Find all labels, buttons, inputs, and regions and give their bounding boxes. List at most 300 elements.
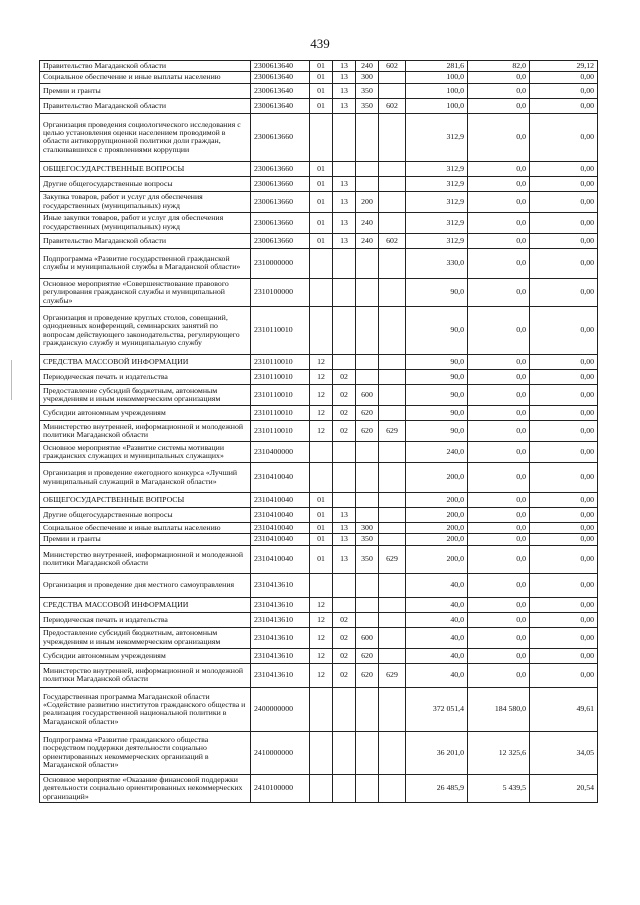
row-code: 2310413610 [251, 627, 310, 648]
row-plan: 312,9 [406, 161, 468, 176]
row-code: 2300613660 [251, 161, 310, 176]
row-section: 12 [310, 406, 333, 421]
row-executed: 0,0 [468, 534, 530, 545]
row-department [379, 278, 406, 306]
row-section: 01 [310, 72, 333, 83]
margin-mark [11, 360, 12, 400]
row-expense-type: 350 [356, 545, 379, 573]
row-percent: 0,00 [530, 212, 598, 233]
row-executed: 0,0 [468, 648, 530, 663]
row-name: Субсидии автономным учреждениям [40, 648, 251, 663]
row-plan: 312,9 [406, 233, 468, 248]
row-section: 01 [310, 534, 333, 545]
row-section [310, 774, 333, 802]
row-section: 12 [310, 370, 333, 385]
row-name: Социальное обеспечение и иные выплаты населению [40, 523, 251, 534]
row-name: Основное мероприятие «Оказание финансовой поддержки деятельности социально ориентированных некоммерческих организаций» [40, 774, 251, 802]
row-department [379, 212, 406, 233]
row-executed: 0,0 [468, 597, 530, 612]
row-department: 629 [379, 545, 406, 573]
row-code: 2310410040 [251, 508, 310, 523]
row-percent: 0,00 [530, 463, 598, 493]
table-row [40, 212, 598, 233]
table-row [40, 248, 598, 278]
row-section: 01 [310, 545, 333, 573]
row-code: 2310110010 [251, 406, 310, 421]
row-section: 12 [310, 627, 333, 648]
row-code: 2310410040 [251, 523, 310, 534]
row-executed: 0,0 [468, 406, 530, 421]
table-row [40, 573, 598, 597]
row-code: 2300613660 [251, 212, 310, 233]
row-subsection [333, 248, 356, 278]
row-subsection [333, 731, 356, 774]
row-executed: 0,0 [468, 370, 530, 385]
row-section: 12 [310, 648, 333, 663]
row-name: Основное мероприятие «Развитие системы мотивации гражданских служащих и муниципальных служащих» [40, 442, 251, 463]
row-code: 2310110010 [251, 307, 310, 355]
row-code: 2300613640 [251, 61, 310, 72]
row-plan: 200,0 [406, 508, 468, 523]
row-expense-type: 200 [356, 191, 379, 212]
page-number: 439 [310, 36, 330, 51]
row-code: 2410100000 [251, 774, 310, 802]
row-expense-type: 240 [356, 61, 379, 72]
row-expense-type: 240 [356, 212, 379, 233]
row-percent: 0,00 [530, 370, 598, 385]
budget-table [39, 60, 598, 803]
row-code: 2300613640 [251, 83, 310, 98]
row-plan: 200,0 [406, 545, 468, 573]
row-expense-type [356, 731, 379, 774]
table-row [40, 307, 598, 355]
row-name: Организация и проведение круглых столов, совещаний, однодневных конференций, семинарских занятий по вопросам действующего законодательства, регулирующего гражданскую службу и муниципальную службу [40, 307, 251, 355]
row-department [379, 534, 406, 545]
row-department [379, 72, 406, 83]
row-section: 12 [310, 597, 333, 612]
row-executed: 0,0 [468, 307, 530, 355]
row-plan: 90,0 [406, 355, 468, 370]
row-expense-type: 600 [356, 385, 379, 406]
table-row [40, 98, 598, 113]
row-department [379, 161, 406, 176]
row-name: Организация и проведение ежегодного конкурса «Лучший муниципальный служащий в Магаданской области» [40, 463, 251, 493]
row-expense-type: 350 [356, 534, 379, 545]
table-body [40, 61, 598, 803]
row-section [310, 687, 333, 731]
row-executed: 184 580,0 [468, 687, 530, 731]
row-percent: 0,00 [530, 534, 598, 545]
table-row [40, 545, 598, 573]
row-code: 2310410040 [251, 463, 310, 493]
row-expense-type: 620 [356, 421, 379, 442]
row-name: Иные закупки товаров, работ и услуг для обеспечения государственных (муниципальных) нужд [40, 212, 251, 233]
row-plan: 200,0 [406, 463, 468, 493]
row-plan: 372 051,4 [406, 687, 468, 731]
row-percent: 0,00 [530, 113, 598, 161]
row-name: Организация и проведение дня местного самоуправления [40, 573, 251, 597]
row-code: 2300613660 [251, 233, 310, 248]
row-plan: 100,0 [406, 98, 468, 113]
row-department [379, 597, 406, 612]
table-row [40, 161, 598, 176]
row-code: 2300613660 [251, 176, 310, 191]
row-department [379, 731, 406, 774]
row-section: 12 [310, 421, 333, 442]
row-plan: 281,6 [406, 61, 468, 72]
row-expense-type [356, 687, 379, 731]
row-percent: 0,00 [530, 597, 598, 612]
row-department [379, 385, 406, 406]
row-plan: 200,0 [406, 493, 468, 508]
row-percent: 29,12 [530, 61, 598, 72]
row-name: Государственная программа Магаданской области «Содействие развитию институтов гражданского общества и реализация государственной национальной политики в Магаданской области» [40, 687, 251, 731]
table-row [40, 731, 598, 774]
row-section: 12 [310, 663, 333, 687]
row-section [310, 573, 333, 597]
row-department [379, 191, 406, 212]
row-name: Закупка товаров, работ и услуг для обеспечения государственных (муниципальных) нужд [40, 191, 251, 212]
row-plan: 312,9 [406, 212, 468, 233]
row-plan: 40,0 [406, 648, 468, 663]
row-department [379, 307, 406, 355]
row-executed: 0,0 [468, 573, 530, 597]
row-expense-type: 300 [356, 523, 379, 534]
row-percent: 0,00 [530, 627, 598, 648]
row-executed: 0,0 [468, 463, 530, 493]
row-plan: 312,9 [406, 176, 468, 191]
table-row [40, 176, 598, 191]
row-subsection: 13 [333, 176, 356, 191]
table-row [40, 627, 598, 648]
row-subsection: 02 [333, 385, 356, 406]
row-department [379, 648, 406, 663]
row-plan: 40,0 [406, 627, 468, 648]
row-name: Подпрограмма «Развитие государственной гражданской службы и муниципальной службы в Магаданской области» [40, 248, 251, 278]
row-expense-type [356, 508, 379, 523]
row-plan: 100,0 [406, 83, 468, 98]
row-percent: 0,00 [530, 355, 598, 370]
row-name: Министерство внутренней, информационной и молодежной политики Магаданской области [40, 663, 251, 687]
row-name: Правительство Магаданской области [40, 233, 251, 248]
row-expense-type [356, 573, 379, 597]
row-section: 01 [310, 233, 333, 248]
row-department [379, 627, 406, 648]
table-row [40, 278, 598, 306]
row-expense-type [356, 774, 379, 802]
row-name: Правительство Магаданской области [40, 61, 251, 72]
row-subsection [333, 463, 356, 493]
row-code: 2310110010 [251, 355, 310, 370]
row-expense-type [356, 597, 379, 612]
row-plan: 40,0 [406, 612, 468, 627]
row-name: Основное мероприятие «Совершенствование правового регулирования гражданской службы и муниципальной службы» [40, 278, 251, 306]
row-subsection: 02 [333, 370, 356, 385]
row-section [310, 248, 333, 278]
row-percent: 0,00 [530, 523, 598, 534]
row-executed: 0,0 [468, 385, 530, 406]
row-section: 01 [310, 61, 333, 72]
row-section [310, 113, 333, 161]
row-code: 2310413610 [251, 612, 310, 627]
row-percent: 0,00 [530, 233, 598, 248]
row-name: Периодическая печать и издательства [40, 370, 251, 385]
row-executed: 0,0 [468, 523, 530, 534]
row-subsection: 13 [333, 83, 356, 98]
table-row [40, 493, 598, 508]
table-row [40, 508, 598, 523]
row-expense-type: 600 [356, 627, 379, 648]
row-code: 2310410040 [251, 493, 310, 508]
table-row [40, 233, 598, 248]
table-row [40, 370, 598, 385]
row-executed: 0,0 [468, 212, 530, 233]
row-executed: 0,0 [468, 233, 530, 248]
row-percent: 0,00 [530, 83, 598, 98]
row-expense-type [356, 161, 379, 176]
row-percent: 0,00 [530, 663, 598, 687]
row-percent: 0,00 [530, 545, 598, 573]
row-code: 2310000000 [251, 248, 310, 278]
row-executed: 12 325,6 [468, 731, 530, 774]
row-department [379, 687, 406, 731]
row-subsection: 13 [333, 508, 356, 523]
table-row [40, 191, 598, 212]
row-department [379, 612, 406, 627]
row-name: Другие общегосударственные вопросы [40, 176, 251, 191]
row-plan: 36 201,0 [406, 731, 468, 774]
row-percent: 0,00 [530, 385, 598, 406]
row-code: 2310413610 [251, 597, 310, 612]
row-name: Министерство внутренней, информационной и молодежной политики Магаданской области [40, 545, 251, 573]
table-row [40, 113, 598, 161]
row-subsection: 13 [333, 191, 356, 212]
row-department: 629 [379, 421, 406, 442]
row-code: 2400000000 [251, 687, 310, 731]
row-section: 01 [310, 493, 333, 508]
row-percent: 0,00 [530, 278, 598, 306]
row-name: СРЕДСТВА МАССОВОЙ ИНФОРМАЦИИ [40, 597, 251, 612]
row-expense-type [356, 176, 379, 191]
row-subsection [333, 687, 356, 731]
row-expense-type [356, 307, 379, 355]
row-plan: 40,0 [406, 663, 468, 687]
row-name: Другие общегосударственные вопросы [40, 508, 251, 523]
row-percent: 0,00 [530, 191, 598, 212]
row-section [310, 731, 333, 774]
row-percent: 0,00 [530, 442, 598, 463]
row-percent: 0,00 [530, 421, 598, 442]
row-name: Правительство Магаданской области [40, 98, 251, 113]
row-plan: 200,0 [406, 534, 468, 545]
row-expense-type [356, 355, 379, 370]
table-row [40, 463, 598, 493]
row-executed: 0,0 [468, 545, 530, 573]
row-name: Социальное обеспечение и иные выплаты населению [40, 72, 251, 83]
row-percent: 20,54 [530, 774, 598, 802]
row-code: 2310413610 [251, 573, 310, 597]
table-row [40, 442, 598, 463]
row-percent: 0,00 [530, 72, 598, 83]
row-code: 2310410040 [251, 534, 310, 545]
row-name: Субсидии автономным учреждениям [40, 406, 251, 421]
row-department [379, 355, 406, 370]
row-subsection [333, 355, 356, 370]
row-code: 2310413610 [251, 663, 310, 687]
row-executed: 0,0 [468, 508, 530, 523]
row-expense-type: 620 [356, 406, 379, 421]
row-plan: 200,0 [406, 523, 468, 534]
row-percent: 0,00 [530, 493, 598, 508]
row-plan: 90,0 [406, 307, 468, 355]
row-expense-type [356, 278, 379, 306]
row-section: 01 [310, 98, 333, 113]
row-department [379, 442, 406, 463]
row-subsection [333, 113, 356, 161]
row-code: 2310400000 [251, 442, 310, 463]
row-percent: 0,00 [530, 508, 598, 523]
row-code: 2310100000 [251, 278, 310, 306]
row-code: 2310110010 [251, 385, 310, 406]
table-row [40, 687, 598, 731]
row-expense-type [356, 442, 379, 463]
row-expense-type [356, 113, 379, 161]
row-expense-type: 350 [356, 98, 379, 113]
row-subsection: 13 [333, 545, 356, 573]
row-code: 2300613640 [251, 98, 310, 113]
row-department [379, 493, 406, 508]
table-row [40, 534, 598, 545]
row-plan: 240,0 [406, 442, 468, 463]
row-subsection [333, 597, 356, 612]
row-subsection: 02 [333, 406, 356, 421]
row-plan: 100,0 [406, 72, 468, 83]
row-percent: 0,00 [530, 248, 598, 278]
row-expense-type: 620 [356, 648, 379, 663]
row-percent: 0,00 [530, 573, 598, 597]
row-name: ОБЩЕГОСУДАРСТВЕННЫЕ ВОПРОСЫ [40, 493, 251, 508]
row-department [379, 573, 406, 597]
row-subsection: 13 [333, 72, 356, 83]
row-subsection: 13 [333, 523, 356, 534]
row-code: 2300613660 [251, 113, 310, 161]
row-subsection: 13 [333, 61, 356, 72]
row-subsection: 02 [333, 648, 356, 663]
row-expense-type [356, 370, 379, 385]
row-name: Министерство внутренней, информационной и молодежной политики Магаданской области [40, 421, 251, 442]
row-section: 12 [310, 612, 333, 627]
row-plan: 90,0 [406, 421, 468, 442]
row-executed: 0,0 [468, 191, 530, 212]
row-name: Периодическая печать и издательства [40, 612, 251, 627]
row-executed: 0,0 [468, 278, 530, 306]
row-subsection [333, 161, 356, 176]
row-department [379, 113, 406, 161]
row-section: 01 [310, 508, 333, 523]
row-executed: 0,0 [468, 176, 530, 191]
row-section: 01 [310, 83, 333, 98]
row-subsection: 02 [333, 612, 356, 627]
row-executed: 0,0 [468, 83, 530, 98]
row-subsection [333, 278, 356, 306]
row-executed: 0,0 [468, 98, 530, 113]
row-executed: 0,0 [468, 248, 530, 278]
row-name: Организация проведения социологического исследования с целью установления оценки населением проводимой в области антикоррупционной политики доли граждан, сталкивавшихся с проявлениями коррупции [40, 113, 251, 161]
row-subsection: 02 [333, 627, 356, 648]
row-code: 2300613660 [251, 191, 310, 212]
row-subsection: 13 [333, 98, 356, 113]
row-percent: 0,00 [530, 612, 598, 627]
row-expense-type [356, 493, 379, 508]
row-section [310, 442, 333, 463]
row-section [310, 463, 333, 493]
row-section: 01 [310, 191, 333, 212]
row-department [379, 774, 406, 802]
row-subsection [333, 774, 356, 802]
row-section: 01 [310, 161, 333, 176]
row-name: Премии и гранты [40, 534, 251, 545]
row-percent: 0,00 [530, 406, 598, 421]
row-percent: 34,05 [530, 731, 598, 774]
row-name: ОБЩЕГОСУДАРСТВЕННЫЕ ВОПРОСЫ [40, 161, 251, 176]
table-row [40, 648, 598, 663]
table-row [40, 774, 598, 802]
row-department: 602 [379, 98, 406, 113]
row-department [379, 176, 406, 191]
row-code: 2310410040 [251, 545, 310, 573]
row-section: 01 [310, 212, 333, 233]
row-section [310, 278, 333, 306]
row-department [379, 463, 406, 493]
row-code: 2310413610 [251, 648, 310, 663]
table-row [40, 61, 598, 72]
row-name: Подпрограмма «Развитие гражданского общества посредством поддержки деятельности социально ориентированных некоммерческих организаций в Магаданской области» [40, 731, 251, 774]
row-department [379, 83, 406, 98]
row-plan: 90,0 [406, 406, 468, 421]
row-percent: 0,00 [530, 307, 598, 355]
row-subsection: 13 [333, 212, 356, 233]
row-code: 2310110010 [251, 370, 310, 385]
row-expense-type [356, 463, 379, 493]
row-expense-type [356, 248, 379, 278]
table-row [40, 597, 598, 612]
row-section: 01 [310, 523, 333, 534]
row-executed: 5 439,5 [468, 774, 530, 802]
row-plan: 26 485,9 [406, 774, 468, 802]
row-executed: 0,0 [468, 493, 530, 508]
row-subsection [333, 493, 356, 508]
row-subsection: 02 [333, 421, 356, 442]
row-expense-type: 350 [356, 83, 379, 98]
row-department [379, 248, 406, 278]
row-subsection [333, 307, 356, 355]
table-row [40, 72, 598, 83]
row-code: 2300613640 [251, 72, 310, 83]
table-row [40, 406, 598, 421]
row-section [310, 307, 333, 355]
row-department [379, 370, 406, 385]
row-expense-type [356, 612, 379, 627]
row-subsection: 02 [333, 663, 356, 687]
table-row [40, 355, 598, 370]
row-plan: 312,9 [406, 113, 468, 161]
row-department [379, 523, 406, 534]
row-percent: 0,00 [530, 98, 598, 113]
row-subsection [333, 442, 356, 463]
row-expense-type: 620 [356, 663, 379, 687]
row-subsection: 13 [333, 534, 356, 545]
row-code: 2410000000 [251, 731, 310, 774]
